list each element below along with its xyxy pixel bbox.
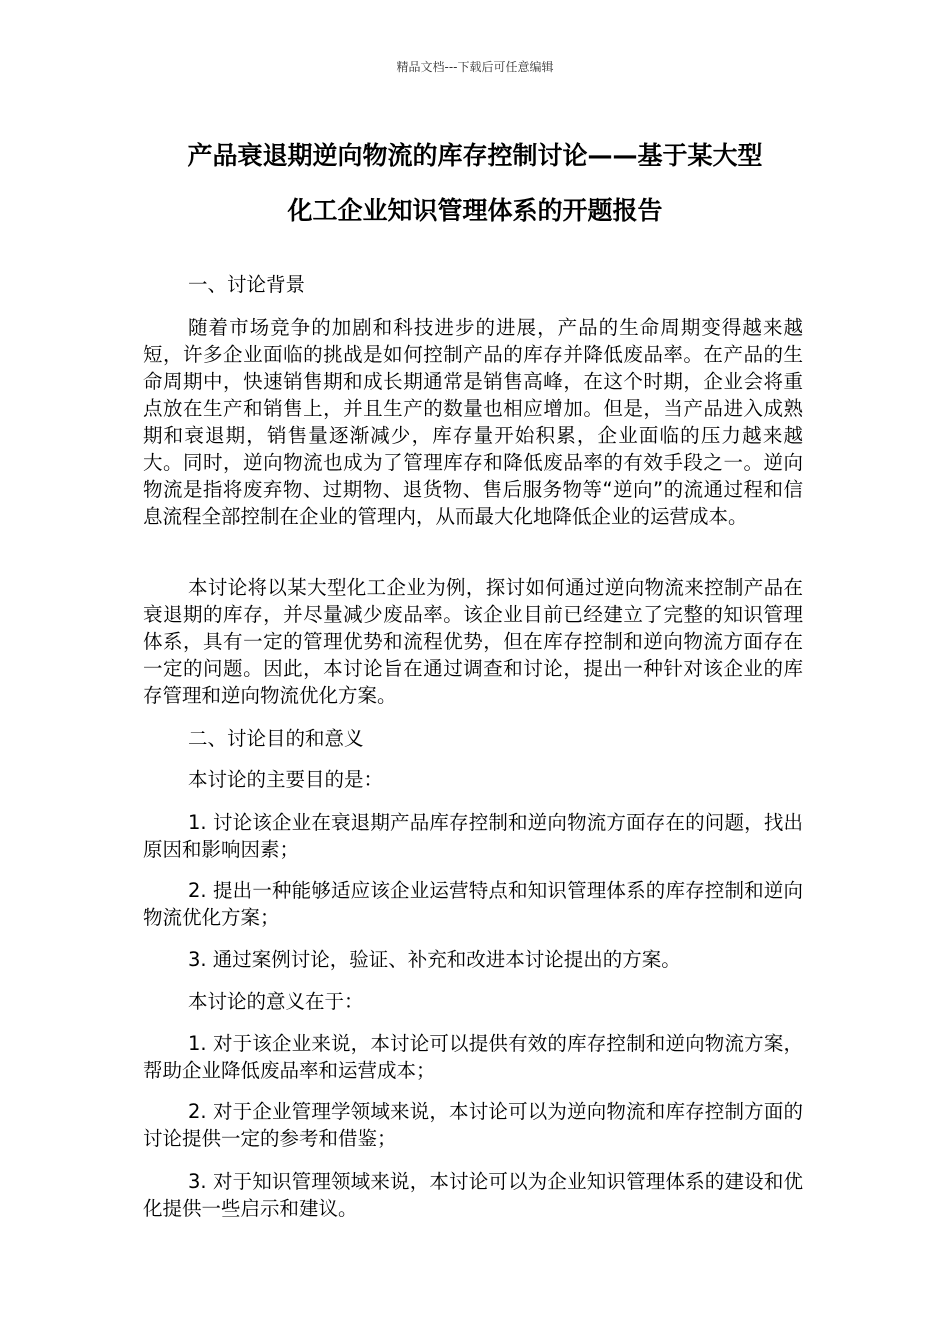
significance-intro: 本讨论的意义在于： xyxy=(188,990,364,1013)
significance-item-1: 1. 对于该企业来说，本讨论可以提供有效的库存控制和逆向物流方案，帮助企业降低废品率和运营成本； xyxy=(143,1032,803,1082)
aim-item-2: 2. 提出一种能够适应该企业运营特点和知识管理体系的库存控制和逆向物流优化方案； xyxy=(143,879,803,929)
document-title-line-2: 化工企业知识管理体系的开题报告 xyxy=(287,196,663,225)
section-heading-background: 一、讨论背景 xyxy=(188,273,306,296)
document-title-line-1: 产品衰退期逆向物流的库存控制讨论——基于某大型 xyxy=(187,141,763,170)
section-heading-aims: 二、讨论目的和意义 xyxy=(188,727,364,750)
aim-item-1: 1. 讨论该企业在衰退期产品库存控制和逆向物流方面存在的问题，找出原因和影响因素； xyxy=(143,811,803,861)
background-paragraph-2: 本讨论将以某大型化工企业为例，探讨如何通过逆向物流来控制产品在衰退期的库存，并尽量减少废品率。该企业目前已经建立了完整的知识管理体系，具有一定的管理优势和流程优势，但在库存控制和逆向物流方面存在一定的问题。因此，本讨论旨在通过调查和讨论，提出一种针对该企业的库存管理和逆向物流优化方案。 xyxy=(143,576,803,707)
significance-item-3: 3. 对于知识管理领域来说，本讨论可以为企业知识管理体系的建设和优化提供一些启示和建议。 xyxy=(143,1170,803,1220)
aim-item-3: 3. 通过案例讨论，验证、补充和改进本讨论提出的方案。 xyxy=(188,948,681,971)
background-paragraph-1: 随着市场竞争的加剧和科技进步的进展，产品的生命周期变得越来越短，许多企业面临的挑战是如何控制产品的库存并降低废品率。在产品的生命周期中，快速销售期和成长期通常是销售高峰，在这个时期，企业会将重点放在生产和销售上，并且生产的数量也相应增加。但是，当产品进入成熟期和衰退期，销售量逐渐减少，库存量开始积累，企业面临的压力越来越大。同时，逆向物流也成为了管理库存和降低废品率的有效手段之一。逆向物流是指将废弃物、过期物、退货物、售后服务物等“逆向”的流通过程和信息流程全部控制在企业的管理内，从而最大化地降低企业的运营成本。 xyxy=(143,316,803,528)
significance-item-2: 2. 对于企业管理学领域来说，本讨论可以为逆向物流和库存控制方面的讨论提供一定的参考和借鉴； xyxy=(143,1100,803,1150)
header-note: 精品文档---下载后可任意编辑 xyxy=(396,60,554,74)
aims-intro: 本讨论的主要目的是： xyxy=(188,768,384,791)
